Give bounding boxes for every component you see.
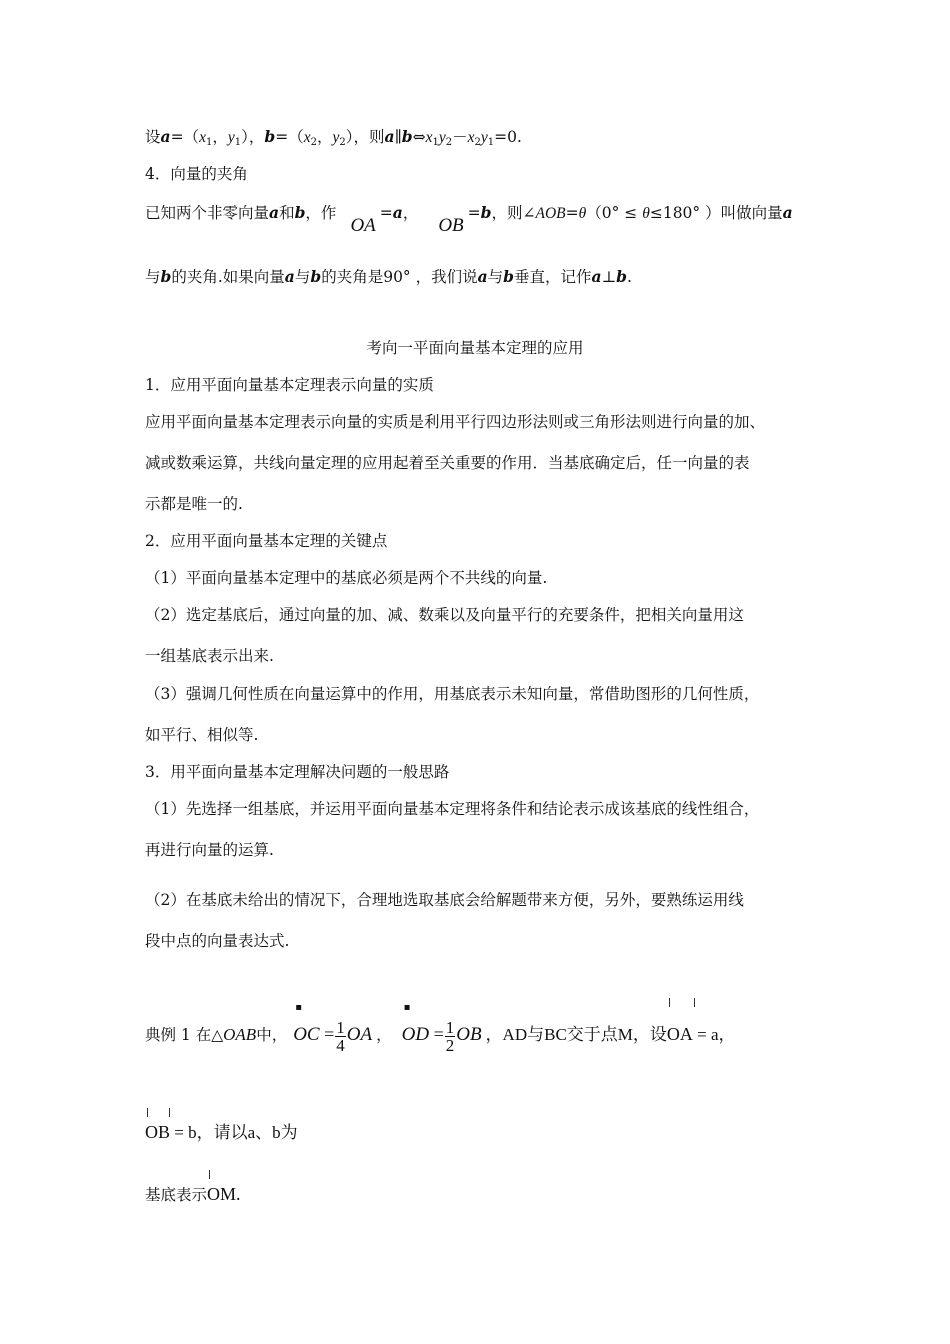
point-2-title: 2．应用平面向量基本定理的关键点 <box>145 532 388 550</box>
vector-arrow-icon: ▪ <box>295 1002 302 1013</box>
fraction-one-quarter: $\frac{1}{4}$ <box>336 1017 345 1055</box>
vector-ob: OB <box>438 215 464 236</box>
vector-oa-roman: OA <box>666 1024 693 1044</box>
point-3-title: 3．用平面向量基本定理解决问题的一般思路 <box>145 763 450 781</box>
example-1-line: 典例 1 在△OAB中， ▪ OC = $\frac{1}{4}$ OA ， ▪ OD = $\frac{1}{2}$ OB ，AD与BC交于点M，设 OA = a， <box>145 1014 736 1055</box>
point-1-text: 示都是唯一的. <box>145 495 243 513</box>
vector-om-roman: OM <box>207 1184 237 1204</box>
point-1-text: 应用平面向量基本定理表示向量的实质是利用平行四边形法则或三角形法则进行向量的加、 <box>145 413 766 431</box>
vector-tick-icon <box>694 998 695 1007</box>
section-4-title: 4．向量的夹角 <box>145 165 248 183</box>
point-3-item: （1）先选择一组基底，并运用平面向量基本定理将条件和结论表示成该基底的线性组合， <box>145 800 760 818</box>
fraction-one-half: $\frac{1}{2}$ <box>445 1017 455 1055</box>
vector-oc: OC <box>293 1024 320 1045</box>
point-1-text: 减或数乘运算，共线向量定理的应用起着至关重要的作用．当基底确定后，任一向量的表 <box>145 454 750 472</box>
parallel-condition-line: 设$a=(x_1$，$y_1$），$b=(x_2$，$y_2$），则$a\parallel b\Leftrightarrow x_1y_2-x_2y_1=0$. <box>145 127 522 148</box>
point-2-item: 一组基底表示出来. <box>145 647 274 665</box>
vector-tick-icon <box>147 1108 148 1117</box>
vector-ob-roman: OB <box>145 1122 171 1142</box>
vector-tick-icon <box>669 998 670 1007</box>
point-2-item: （2）选定基底后，通过向量的加、减、数乘以及向量平行的充要条件，把相关向量用这 <box>145 606 744 624</box>
angle-definition-line: 已知两个非零向量a和b，作OA=a，OB=b，则∠AOB=θ（0° ≤ θ≤180° ）叫做向量a <box>145 203 793 236</box>
vector-oa: OA <box>350 215 376 236</box>
point-2-item: 如平行、相似等. <box>145 726 259 744</box>
point-3-item: 段中点的向量表达式. <box>145 932 290 950</box>
example-1-line-3: 基底表示 OM. <box>145 1180 241 1209</box>
point-2-item: （3）强调几何性质在向量运算中的作用，用基底表示未知向量，常借助图形的几何性质， <box>145 685 760 703</box>
point-3-item: 再进行向量的运算. <box>145 841 274 859</box>
vector-tick-icon <box>169 1108 170 1117</box>
point-1-title: 1．应用平面向量基本定理表示向量的实质 <box>145 376 434 394</box>
angle-definition-line-2: 与b的夹角.如果向量a与b的夹角是90° ，我们说a与b垂直，记作a⊥b. <box>145 267 632 286</box>
vector-od: OD <box>401 1024 430 1045</box>
point-3-item: （2）在基底未给出的情况下，合理地选取基底会给解题带来方便，另外，要熟练运用线 <box>145 891 744 909</box>
point-2-item: （1）平面向量基本定理中的基底必须是两个不共线的向量. <box>145 569 548 587</box>
vector-tick-icon <box>209 1170 210 1179</box>
section-heading: 考向一平面向量基本定理的应用 <box>366 339 584 357</box>
example-1-line-2: OB = b，请以a、b为 <box>145 1118 298 1147</box>
vector-arrow-icon: ▪ <box>403 1002 411 1013</box>
